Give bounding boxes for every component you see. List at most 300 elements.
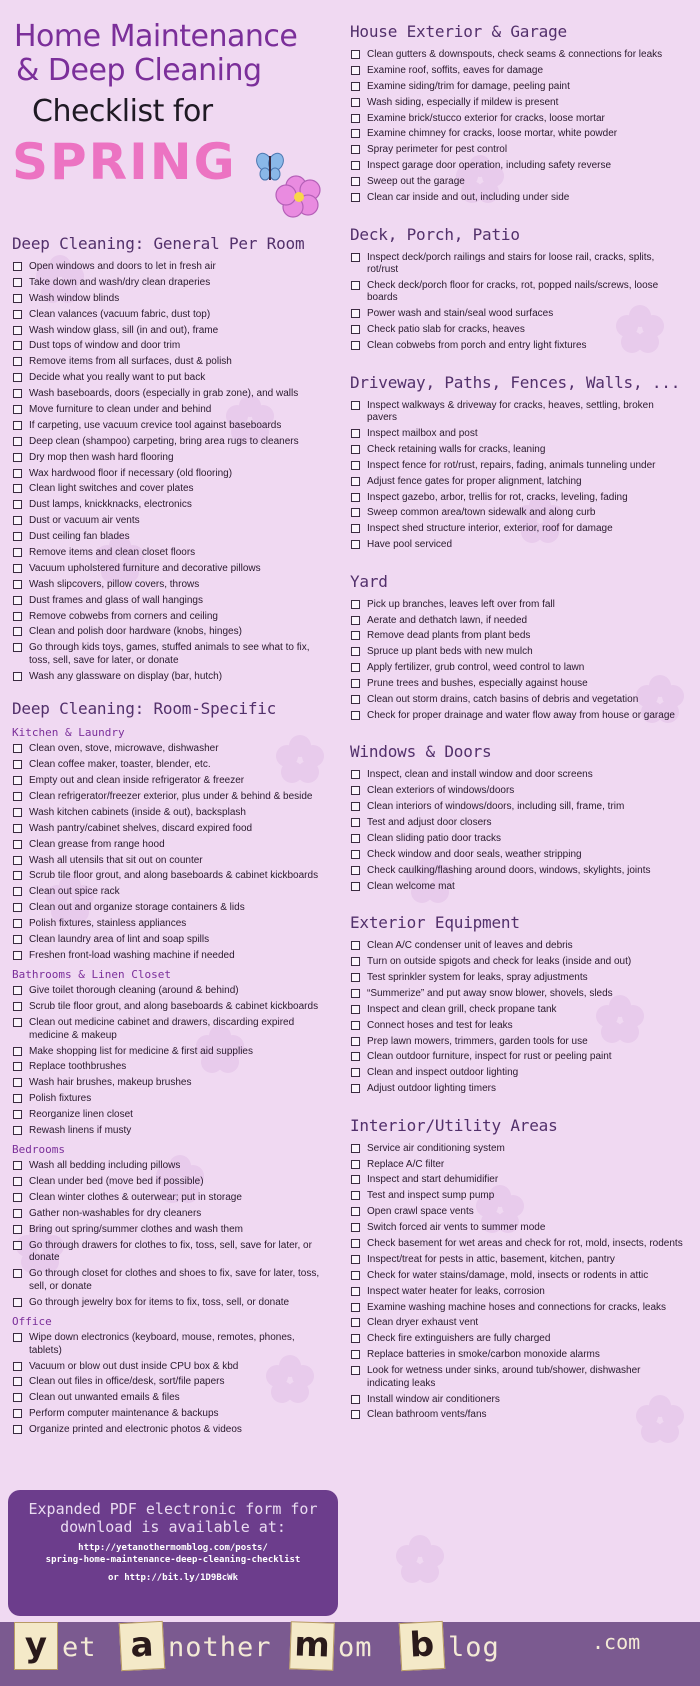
checklist-item [350, 65, 685, 78]
checklist-item-label: Inspect deck/porch railings and stairs for loose rail, cracks, splits, rot/rust [367, 251, 655, 276]
checkbox[interactable] [351, 1255, 360, 1264]
checklist-item-label: Inspect and clean grill, check propane tank [367, 1003, 557, 1015]
promo-short-link[interactable]: or http://bit.ly/1D9BcWk [107, 1573, 239, 1583]
checklist-item-label: Vacuum upholstered furniture and decorative pillows [29, 562, 261, 574]
checklist-item [350, 1333, 685, 1346]
checklist-item-label: Service air conditioning system [367, 1142, 505, 1154]
checklist-item [12, 775, 328, 788]
checklist-item-label: Sweep out the garage [367, 176, 465, 188]
checkbox[interactable] [351, 1144, 360, 1153]
checkbox[interactable] [13, 1094, 22, 1103]
checklist-item-label: Dust or vacuum air vents [29, 515, 140, 527]
checkbox[interactable] [351, 850, 360, 859]
checklist-item-label: Clean car inside and out, including under side [367, 192, 570, 204]
checklist-item [350, 1409, 685, 1422]
checklist-item [350, 523, 685, 536]
checkbox[interactable] [351, 461, 360, 470]
checkbox[interactable] [13, 278, 22, 287]
checkbox[interactable] [351, 1271, 360, 1280]
checklist-item [350, 144, 685, 157]
checklist-item-label: Examine chimney for cracks, loose mortar, white powder [367, 128, 618, 140]
checklist-item [12, 886, 328, 899]
checklist-item [350, 1004, 685, 1017]
checklist-item [12, 309, 328, 322]
checklist-item [12, 626, 328, 639]
checkbox[interactable] [351, 834, 360, 843]
checkbox[interactable] [13, 294, 22, 303]
checkbox[interactable] [13, 532, 22, 541]
checkbox[interactable] [351, 524, 360, 533]
checklist-item-label: Check fire extinguishers are fully charged [367, 1333, 551, 1345]
checkbox[interactable] [351, 1207, 360, 1216]
checklist-item [12, 468, 328, 481]
checklist-item [350, 1317, 685, 1330]
checkbox[interactable] [13, 373, 22, 382]
checkbox[interactable] [13, 326, 22, 335]
subheading-bedrooms: Bedrooms [12, 1143, 65, 1157]
checklist-item-label: Clean cobwebs from porch and entry light fixtures [367, 340, 587, 352]
checklist-item-label: Wash slipcovers, pillow covers, throws [29, 578, 200, 590]
checkbox[interactable] [13, 1241, 22, 1250]
checklist [12, 261, 328, 683]
checklist-item-label: Empty out and clean inside refrigerator & freezer [29, 775, 245, 787]
checklist-item-label: Clean out spice rack [29, 886, 120, 898]
checklist-item [12, 1224, 328, 1237]
checklist-item [350, 1349, 685, 1362]
checklist-item [12, 1125, 328, 1138]
checkbox[interactable] [13, 840, 22, 849]
checklist-item-label: Clean out storm drains, catch basins of debris and vegetation [367, 694, 639, 706]
checkbox[interactable] [351, 477, 360, 486]
checkbox[interactable] [13, 421, 22, 430]
checklist-item [12, 1077, 328, 1090]
checklist-item-label: Inspect/treat for pests in attic, basement, kitchen, pantry [367, 1253, 615, 1265]
checklist-item [12, 1240, 328, 1265]
checklist-item-label: Apply fertilizer, grub control, weed control to lawn [367, 662, 585, 674]
checkbox[interactable] [13, 903, 22, 912]
checkbox[interactable] [351, 1303, 360, 1312]
checkbox[interactable] [13, 453, 22, 462]
checklist-item-label: Go through drawers for clothes to fix, toss, sell, save for later, or donate [29, 1239, 312, 1264]
checklist-item-label: Clean and polish door hardware (knobs, hinges) [29, 626, 242, 638]
checklist-item-label: Clean dryer exhaust vent [367, 1317, 479, 1329]
checklist-item-label: Check retaining walls for cracks, leaning [367, 443, 546, 455]
checklist-item [12, 261, 328, 274]
checklist-item [350, 599, 685, 612]
checkbox[interactable] [13, 808, 22, 817]
checklist-item-label: Examine washing machine hoses and connections for cracks, leaks [367, 1301, 667, 1313]
checkbox[interactable] [351, 770, 360, 779]
checklist-item [350, 113, 685, 126]
checklist-item-label: Replace toothbrushes [29, 1061, 127, 1073]
checkbox[interactable] [351, 281, 360, 290]
checkbox[interactable] [351, 973, 360, 982]
checkbox[interactable] [13, 1409, 22, 1418]
checkbox[interactable] [351, 989, 360, 998]
checklist-item-label: Inspect shed structure interior, exterior, roof for damage [367, 523, 613, 535]
checklist-item [350, 400, 685, 425]
checklist-item-label: Deep clean (shampoo) carpeting, bring area rugs to cleaners [29, 435, 299, 447]
checkbox[interactable] [13, 405, 22, 414]
checkbox[interactable] [13, 1393, 22, 1402]
logo-tile-b: b [399, 1621, 445, 1671]
checklist-item-label: Clean laundry area of lint and soap spills [29, 933, 210, 945]
checkbox[interactable] [13, 792, 22, 801]
checklist-item-label: Wash window glass, sill (in and out), frame [29, 324, 219, 336]
checklist-item [350, 849, 685, 862]
logo-word-nother: nother [168, 1632, 272, 1663]
checklist-item-label: Clean bathroom vents/fans [367, 1409, 487, 1421]
checklist-item [350, 785, 685, 798]
checklist-item-label: Remove dead plants from plant beds [367, 630, 531, 642]
checkbox[interactable] [351, 1223, 360, 1232]
checklist-item-label: Sweep common area/town sidewalk and along curb [367, 507, 596, 519]
section-general-per-room [12, 234, 328, 683]
checkbox[interactable] [351, 1366, 360, 1375]
checklist-item [12, 563, 328, 576]
checklist [12, 985, 328, 1137]
checkbox[interactable] [13, 1047, 22, 1056]
title-line-1: Home Maintenance [14, 19, 298, 54]
checklist-item-label: Perform computer maintenance & backups [29, 1408, 219, 1420]
checklist-item-label: Check patio slab for cracks, heaves [367, 324, 525, 336]
checklist-item [12, 1332, 328, 1357]
checklist-item [12, 1017, 328, 1042]
checkbox[interactable] [351, 1239, 360, 1248]
checklist-item [12, 1297, 328, 1310]
checkbox[interactable] [351, 1037, 360, 1046]
checkbox[interactable] [351, 1175, 360, 1184]
checkbox[interactable] [351, 818, 360, 827]
checkbox[interactable] [351, 786, 360, 795]
checkbox[interactable] [351, 66, 360, 75]
checkbox[interactable] [13, 1209, 22, 1218]
section-driveway [350, 373, 685, 552]
checkbox[interactable] [351, 145, 360, 154]
promo-link-line-1[interactable]: http://yetanothermomblog.com/posts/ [78, 1543, 268, 1553]
checkbox[interactable] [13, 564, 22, 573]
checklist-item-label: Freshen front-load washing machine if needed [29, 949, 235, 961]
checkbox[interactable] [351, 866, 360, 875]
checkbox[interactable] [13, 437, 22, 446]
checklist-item [12, 547, 328, 560]
checklist-item [350, 128, 685, 141]
checklist-item [350, 1020, 685, 1033]
checklist-item [12, 1424, 328, 1437]
checklist-item [12, 671, 328, 684]
checkbox[interactable] [351, 1287, 360, 1296]
checklist-item-label: Wash hair brushes, makeup brushes [29, 1077, 192, 1089]
checkbox[interactable] [13, 1333, 22, 1342]
checklist-item [12, 1208, 328, 1221]
checklist-item [12, 1361, 328, 1374]
checklist-item [12, 1093, 328, 1106]
checklist-item [350, 1238, 685, 1251]
checkbox[interactable] [351, 253, 360, 262]
checkbox[interactable] [13, 919, 22, 928]
checklist-item-label: Check deck/porch floor for cracks, rot, popped nails/screws, loose boards [367, 279, 659, 304]
checklist-item [12, 902, 328, 915]
checkbox[interactable] [351, 1160, 360, 1169]
checklist-item [350, 1254, 685, 1267]
checklist-item [350, 956, 685, 969]
checkbox[interactable] [13, 1110, 22, 1119]
checklist-item-label: Go through closet for clothes and shoes to fix, save for later, toss, sell, or donate [29, 1268, 320, 1292]
checkbox[interactable] [13, 951, 22, 960]
checklist [12, 1332, 328, 1436]
checkbox[interactable] [351, 193, 360, 202]
checklist-item-label: Test and adjust door closers [367, 817, 492, 829]
checkbox[interactable] [351, 1052, 360, 1061]
checkbox[interactable] [13, 1377, 22, 1386]
section-deck-porch-patio [350, 225, 685, 353]
checkbox[interactable] [13, 627, 22, 636]
checkbox[interactable] [351, 600, 360, 609]
checklist-item-label: Prep lawn mowers, trimmers, garden tools for use [367, 1035, 588, 1047]
checkbox[interactable] [13, 824, 22, 833]
checklist-item [350, 97, 685, 110]
checklist-item [350, 1174, 685, 1187]
checklist-item [12, 436, 328, 449]
checklist-item-label: Clean A/C condenser unit of leaves and debris [367, 940, 573, 952]
checklist-item [12, 985, 328, 998]
checkbox[interactable] [13, 389, 22, 398]
checkbox[interactable] [351, 161, 360, 170]
checklist-item-label: Dust lamps, knickknacks, electronics [29, 499, 192, 511]
checklist-item [350, 539, 685, 552]
checklist-item-label: Check window and door seals, weather stripping [367, 848, 582, 860]
checkbox[interactable] [13, 887, 22, 896]
checkbox[interactable] [351, 325, 360, 334]
checkbox[interactable] [13, 341, 22, 350]
checkbox[interactable] [13, 856, 22, 865]
checklist [350, 769, 685, 893]
checklist-item-label: Spray perimeter for pest control [367, 144, 508, 156]
checkbox[interactable] [351, 1410, 360, 1419]
checklist-item [350, 1143, 685, 1156]
checklist-item-label: Wax hardwood floor if necessary (old flooring) [29, 467, 233, 479]
checkbox[interactable] [351, 1395, 360, 1404]
checklist-item [12, 404, 328, 417]
checklist-item-label: Remove items and clean closet floors [29, 547, 196, 559]
checkbox[interactable] [351, 401, 360, 410]
promo-link-line-2[interactable]: spring-home-maintenance-deep-cleaning-checklist [45, 1555, 301, 1565]
checklist-item-label: Open crawl space vents [367, 1206, 474, 1218]
checkbox[interactable] [13, 357, 22, 366]
checkbox[interactable] [13, 1362, 22, 1371]
checklist-item-label: Replace batteries in smoke/carbon monoxide alarms [367, 1349, 600, 1361]
checkbox[interactable] [351, 114, 360, 123]
checklist-item-label: Clean under bed (move bed if possible) [29, 1176, 204, 1188]
checklist-item [12, 759, 328, 772]
checkbox[interactable] [13, 672, 22, 681]
checklist-item [350, 324, 685, 337]
checkbox[interactable] [13, 935, 22, 944]
checkbox[interactable] [13, 760, 22, 769]
checkbox[interactable] [13, 986, 22, 995]
checklist-item [12, 1109, 328, 1122]
checklist-item [12, 325, 328, 338]
checklist-item-label: Dust ceiling fan blades [29, 531, 130, 543]
checklist-item [350, 1302, 685, 1315]
checklist-item-label: Clean winter clothes & outerwear; put in storage [29, 1192, 242, 1204]
checklist-item-label: Reorganize linen closet [29, 1109, 133, 1121]
checkbox[interactable] [351, 1005, 360, 1014]
checkbox[interactable] [351, 882, 360, 891]
checkbox[interactable] [351, 711, 360, 720]
checkbox[interactable] [351, 540, 360, 549]
checklist-item [350, 1286, 685, 1299]
checklist-item [350, 340, 685, 353]
checkbox[interactable] [351, 98, 360, 107]
checkbox[interactable] [351, 177, 360, 186]
checklist-item-label: Clean coffee maker, toaster, blender, etc. [29, 759, 211, 771]
checkbox[interactable] [13, 1002, 22, 1011]
checkbox[interactable] [13, 548, 22, 557]
checklist-item [12, 293, 328, 306]
checklist-item [350, 49, 685, 62]
checkbox[interactable] [351, 663, 360, 672]
checklist-item [12, 870, 328, 883]
checkbox[interactable] [13, 1225, 22, 1234]
checkbox[interactable] [351, 616, 360, 625]
checkbox[interactable] [13, 1298, 22, 1307]
checkbox[interactable] [13, 744, 22, 753]
checklist-item [12, 934, 328, 947]
checklist-item [350, 252, 685, 277]
checklist-item [12, 483, 328, 496]
checkbox[interactable] [351, 1318, 360, 1327]
section-heading: Yard [350, 571, 388, 591]
checkbox[interactable] [13, 1177, 22, 1186]
download-promo-box [8, 1490, 338, 1616]
checkbox[interactable] [13, 500, 22, 509]
checkbox[interactable] [351, 941, 360, 950]
checklist-item [350, 801, 685, 814]
checklist-item [12, 839, 328, 852]
checkbox[interactable] [351, 679, 360, 688]
checkbox[interactable] [351, 957, 360, 966]
checkbox[interactable] [351, 647, 360, 656]
checkbox[interactable] [351, 1350, 360, 1359]
checklist-item-label: Clean light switches and cover plates [29, 483, 194, 495]
checklist-item [12, 579, 328, 592]
checklist-item-label: Check for water stains/damage, mold, insects or rodents in attic [367, 1269, 649, 1281]
checklist-item-label: Clean oven, stove, microwave, dishwasher [29, 743, 219, 755]
checklist-item-label: If carpeting, use vacuum crevice tool against baseboards [29, 419, 282, 431]
checkbox[interactable] [351, 309, 360, 318]
checkbox[interactable] [351, 493, 360, 502]
section-room-specific [12, 699, 328, 1436]
checkbox[interactable] [351, 1068, 360, 1077]
checkbox[interactable] [13, 469, 22, 478]
checkbox[interactable] [351, 1021, 360, 1030]
checkbox[interactable] [13, 1193, 22, 1202]
section-heading: Windows & Doors [350, 742, 492, 762]
section-exterior-equipment [350, 913, 685, 1096]
checklist-item-label: Bring out spring/summer clothes and wash them [29, 1224, 243, 1236]
checkbox[interactable] [13, 516, 22, 525]
checkbox[interactable] [351, 341, 360, 350]
section-heading: Interior/Utility Areas [350, 1115, 558, 1135]
checklist-item [12, 420, 328, 433]
checkbox[interactable] [351, 1334, 360, 1343]
checklist-item [350, 507, 685, 520]
checkbox[interactable] [351, 50, 360, 59]
checklist-item-label: Wash baseboards, doors (especially in grab zone), and walls [29, 388, 299, 400]
checklist-item-label: Turn on outside spigots and check for leaks (inside and out) [367, 956, 632, 968]
checklist-item-label: Inspect gazebo, arbor, trellis for rot, cracks, leveling, fading [367, 491, 628, 503]
checklist-item [350, 1067, 685, 1080]
checkbox[interactable] [13, 776, 22, 785]
checkbox[interactable] [13, 484, 22, 493]
checklist-item-label: Replace A/C filter [367, 1158, 445, 1170]
checkbox[interactable] [13, 612, 22, 621]
checklist-item-label: Give toilet thorough cleaning (around & behind) [29, 985, 239, 997]
checkbox[interactable] [351, 1191, 360, 1200]
checklist-item-label: Dust tops of window and door trim [29, 340, 181, 352]
checkbox[interactable] [351, 82, 360, 91]
checklist-item [12, 452, 328, 465]
section-heading: Exterior Equipment [350, 913, 520, 933]
checklist-item [12, 388, 328, 401]
checkbox[interactable] [351, 695, 360, 704]
checklist-item-label: Test and inspect sump pump [367, 1190, 495, 1202]
checkbox[interactable] [13, 871, 22, 880]
checklist-item [350, 817, 685, 830]
checkbox[interactable] [13, 580, 22, 589]
checklist-item-label: Examine siding/trim for damage, peeling paint [367, 80, 570, 92]
checklist-item-label: Clean sliding patio door tracks [367, 833, 501, 844]
checkbox[interactable] [13, 596, 22, 605]
checkbox[interactable] [13, 1126, 22, 1135]
checkbox[interactable] [351, 129, 360, 138]
checklist-item-label: Take down and wash/dry clean draperies [29, 276, 211, 288]
checklist-item [12, 1176, 328, 1189]
checkbox[interactable] [13, 1062, 22, 1071]
checkbox[interactable] [13, 1269, 22, 1278]
checklist-item-label: Go through kids toys, games, stuffed animals to see what to fix, toss, sell, save for later, or donate [29, 642, 310, 666]
checkbox[interactable] [351, 508, 360, 517]
checkbox[interactable] [13, 643, 22, 652]
checklist-item-label: Clean out and organize storage containers & lids [29, 902, 245, 914]
checkbox[interactable] [351, 631, 360, 640]
title-spring: SPRING [12, 133, 237, 191]
checklist-item [350, 1083, 685, 1096]
checkbox[interactable] [351, 802, 360, 811]
checkbox[interactable] [13, 310, 22, 319]
checkbox[interactable] [13, 1018, 22, 1027]
checklist-item-label: Check caulking/flashing around doors, windows, skylights, joints [367, 864, 651, 876]
checkbox[interactable] [351, 429, 360, 438]
section-yard [350, 572, 685, 723]
checkbox[interactable] [13, 262, 22, 271]
checklist-item [12, 372, 328, 385]
checklist-item-label: Clean exteriors of windows/doors [367, 785, 515, 797]
checklist-item-label: Polish fixtures, stainless appliances [29, 918, 187, 930]
checkbox[interactable] [351, 1084, 360, 1093]
checkbox[interactable] [13, 1161, 22, 1170]
checklist-item-label: Dust frames and glass of wall hangings [29, 594, 203, 606]
checkbox[interactable] [351, 445, 360, 454]
checklist-item [12, 642, 328, 667]
checkbox[interactable] [13, 1078, 22, 1087]
section-heading: Driveway, Paths, Fences, Walls, ... [350, 372, 681, 392]
checklist-item [350, 662, 685, 675]
checklist-item-label: Inspect garage door operation, including safety reverse [367, 160, 612, 172]
checkbox[interactable] [13, 1425, 22, 1434]
logo-tile-y: y [14, 1622, 58, 1670]
